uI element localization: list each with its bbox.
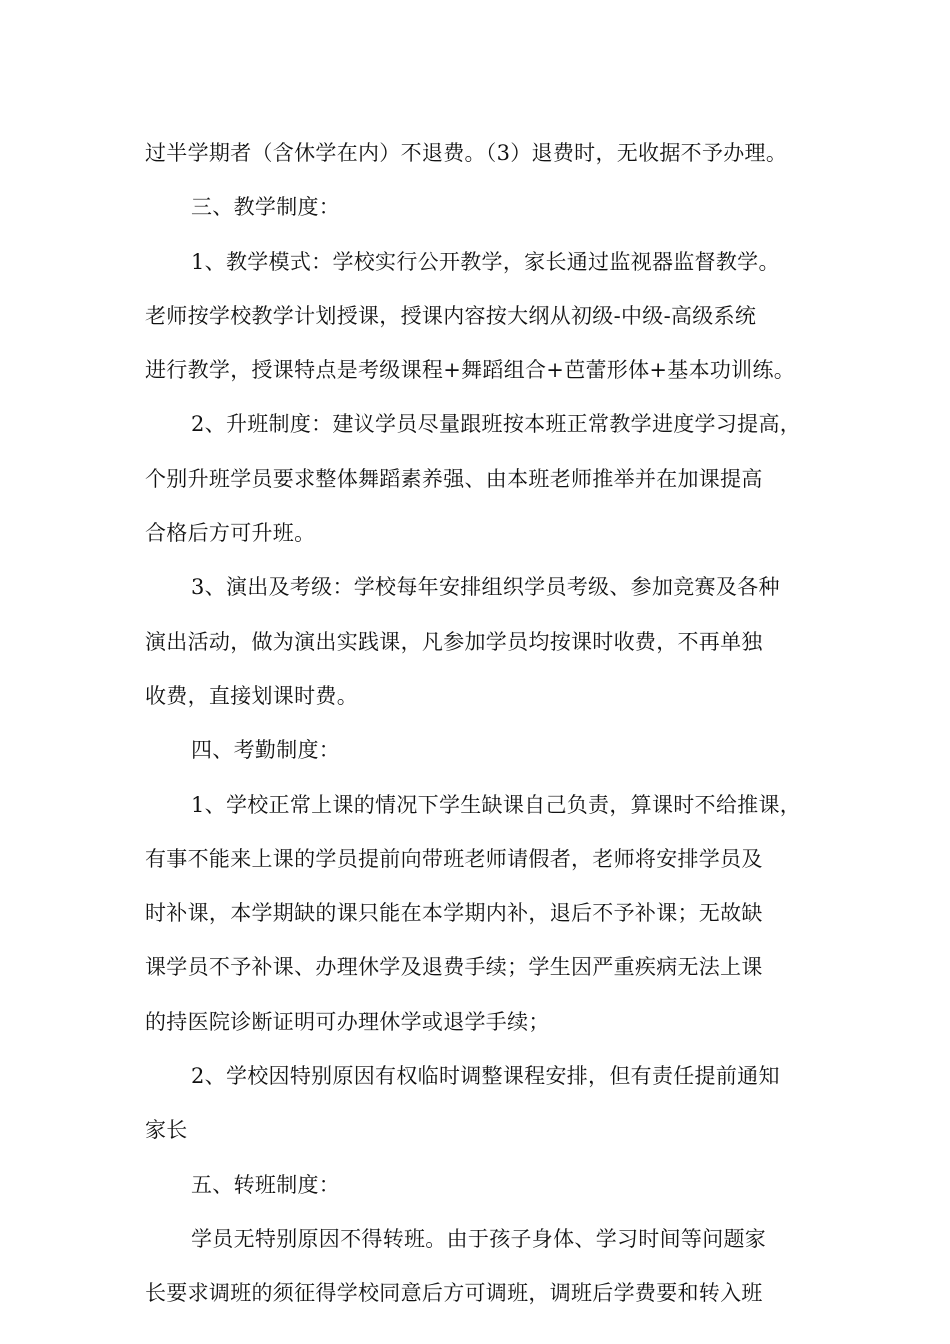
text-line: 四、考勤制度：: [191, 738, 341, 763]
text-line: 过半学期者（含休学在内）不退费。（3）退费时，无收据不予办理。: [145, 141, 788, 165]
text-line: 2、学校因特别原因有权临时调整课程安排，但有责任提前通知: [191, 1064, 780, 1089]
text-line: 收费，直接划课时费。: [145, 683, 358, 708]
text-line: 1、学校正常上课的情况下学生缺课自己负责，算课时不给推课，: [191, 792, 802, 817]
text-line: 家长: [145, 1118, 188, 1143]
text-line: 进行教学，授课特点是考级课程+舞蹈组合+芭蕾形体+基本功训练。: [145, 358, 796, 383]
text-line: 长要求调班的须征得学校同意后方可调班，调班后学费要和转入班: [145, 1281, 763, 1306]
text-line: 个别升班学员要求整体舞蹈素养强、由本班老师推举并在加课提高: [145, 466, 763, 491]
text-line: 合格后方可升班。: [145, 521, 316, 546]
text-line: 3、演出及考级：学校每年安排组织学员考级、参加竞赛及各种: [191, 575, 780, 600]
text-line: 演出活动，做为演出实践课，凡参加学员均按课时收费，不再单独: [145, 629, 763, 654]
text-line: 三、教学制度：: [191, 195, 341, 220]
text-line: 有事不能来上课的学员提前向带班老师请假者，老师将安排学员及: [145, 846, 763, 871]
text-line: 课学员不予补课、办理休学及退费手续；学生因严重疾病无法上课: [145, 955, 763, 980]
text-line: 1、教学模式：学校实行公开教学，家长通过监视器监督教学。: [191, 249, 780, 274]
text-line: 五、转班制度：: [191, 1172, 341, 1197]
text-line: 2、升班制度：建议学员尽量跟班按本班正常教学进度学习提高，: [191, 412, 802, 437]
text-line: 的持医院诊断证明可办理休学或退学手续；: [145, 1009, 550, 1034]
text-line: 时补课，本学期缺的课只能在本学期内补，退后不予补课；无故缺: [145, 901, 763, 926]
text-line: 学员无特别原因不得转班。由于孩子身体、学习时间等问题家: [191, 1226, 767, 1251]
text-line: 老师按学校教学计划授课，授课内容按大纲从初级-中级-高级系统: [145, 303, 757, 328]
document-body: [145, 126, 815, 1321]
